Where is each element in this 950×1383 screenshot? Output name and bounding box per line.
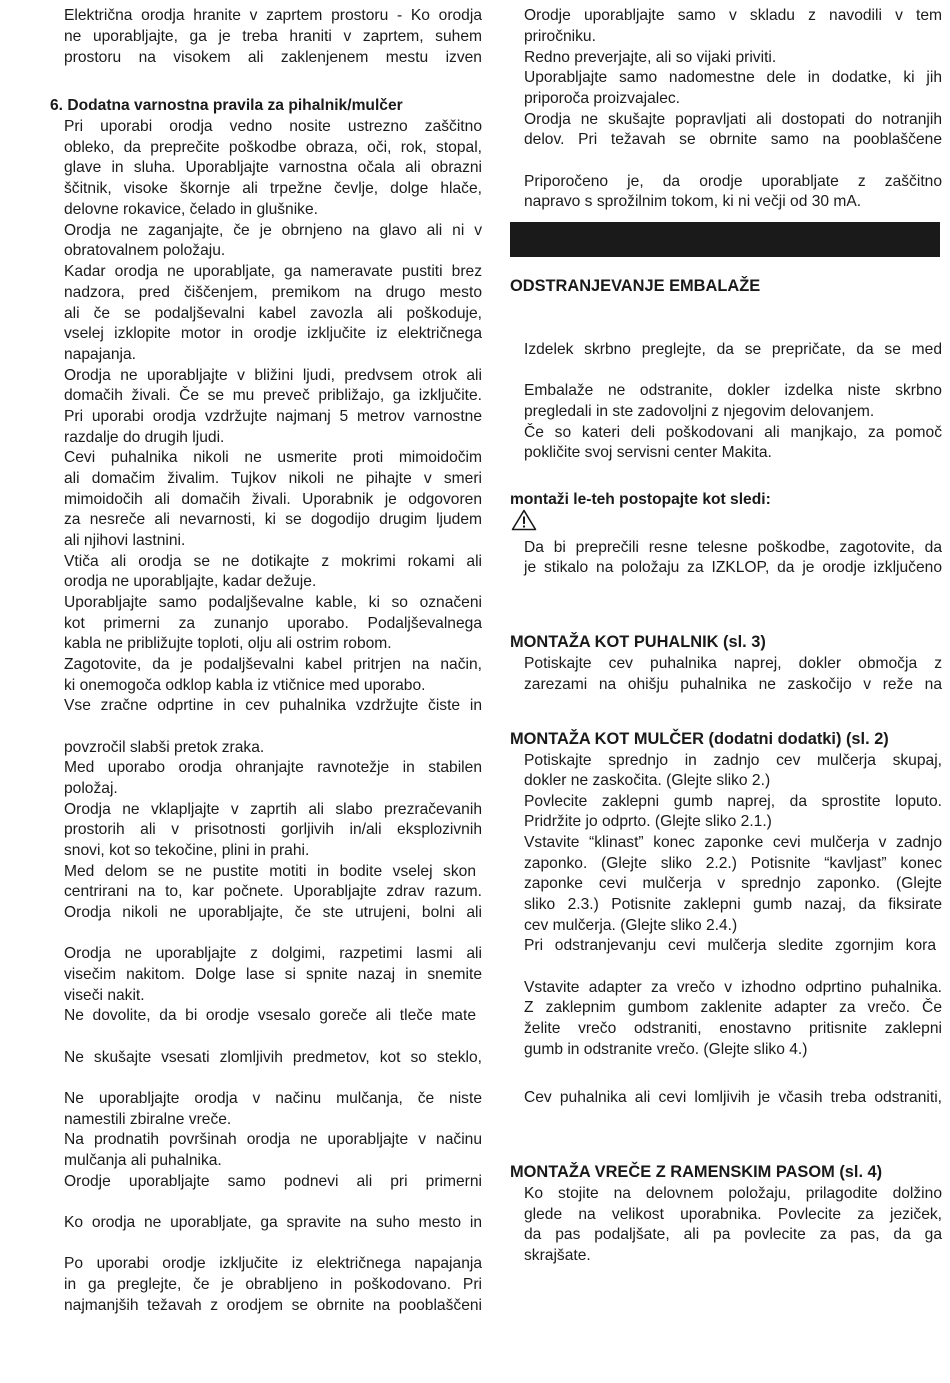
text-line: cev mulčerja. (Glejte sliko 2.4.) — [524, 917, 738, 934]
text-line: zaponke cevi mulčerja v sprednjo zaponko. (Glejte — [524, 875, 942, 892]
text-line: pokličite svoj servisni center Makita. — [524, 444, 772, 461]
text-line: Ne dovolite, da bi orodje vsesalo goreče ali tleče mate — [64, 1007, 476, 1024]
text-line: prostoru na visokem ali zaklenjenem mestu izven — [64, 49, 482, 66]
text-line: priročniku. — [524, 28, 596, 45]
text-line: Redno preverjajte, ali so vijaki priviti. — [524, 49, 777, 66]
text-line: Orodje uporabljajte samo podnevi ali pri primerni — [64, 1173, 482, 1190]
text-line: Cev puhalnika ali cevi lomljivih je včasih treba odstraniti, — [524, 1089, 942, 1106]
text-line: Z zaklepnim gumbom zaklenite adapter za vrečo. Če — [524, 999, 942, 1016]
text-line: Vstavite adapter za vrečo v izhodno odprtino puhalnika. — [524, 979, 942, 996]
text-line: Orodje uporabljajte samo v skladu z navodili v tem — [524, 7, 942, 24]
text-line: Orodja nikoli ne uporabljajte, če ste utrujeni, bolni ali — [64, 904, 482, 921]
text-line: Na prodnatih površinah orodja ne uporabljajte v načinu — [64, 1131, 482, 1148]
text-line: kot primerni za zunanjo uporabo. Podaljševalnega — [64, 615, 482, 632]
text-line: Pridržite jo odprto. (Glejte sliko 2.1.) — [524, 813, 772, 830]
text-line: prostorih ali v prisotnosti gorljivih in/ali eksplozivnih — [64, 821, 482, 838]
text-line: mulčanja ali puhalnika. — [64, 1152, 222, 1169]
text-line: delov. Pri težavah se obrnite samo na pooblaščene — [524, 131, 942, 148]
subheading: montaži le-teh postopajte kot sledi: — [510, 491, 771, 508]
text-line: Potiskajte sprednjo in zadnjo cev mulčerja skupaj, — [524, 752, 942, 769]
text-line: priporoča proizvajalec. — [524, 90, 681, 107]
text-line: obleko, da preprečite poškodbe obraza, oči, rok, stopal, — [64, 139, 482, 156]
text-line: Priporočeno je, da orodje uporabljate z zaščitno — [524, 173, 942, 190]
text-line: Če so kateri deli poškodovani ali manjkajo, za pomoč — [524, 424, 942, 441]
text-line: Ne skušajte vsesati zlomljivih predmetov, kot so steklo, — [64, 1049, 482, 1066]
section-heading: MONTAŽA KOT PUHALNIK (sl. 3) — [510, 633, 766, 651]
text-line: viseči nakit. — [64, 987, 145, 1004]
text-line: glave in sluha. Uporabljajte varnostna očala ali obrazni — [64, 159, 482, 176]
text-line: Orodja ne uporabljajte z dolgimi, razpetimi lasmi ali — [64, 945, 482, 962]
text-line: Potiskajte cev puhalnika naprej, dokler območja z — [524, 655, 942, 672]
text-line: Ko orodja ne uporabljate, ga spravite na suho mesto in — [64, 1214, 482, 1231]
text-line: napajanja. — [64, 346, 136, 363]
text-line: domačih živali. Če se mu preveč približajo, ga izključite. — [64, 387, 482, 404]
text-line: Embalaže ne odstranite, dokler izdelka niste skrbno — [524, 382, 942, 399]
text-line: Med uporabo orodja ohranjajte ravnotežje in stabilen — [64, 759, 482, 776]
text-line: položaj. — [64, 780, 118, 797]
text-line: obratovalnem položaju. — [64, 242, 226, 259]
section-heading: MONTAŽA KOT MULČER (dodatni dodatki) (sl. 2) — [510, 730, 889, 748]
text-line: je stikalo na položaju za IZKLOP, da je orodje izključeno — [524, 559, 942, 576]
text-line: mimoidočih ali domačih živali. Uporabnik je odgovoren — [64, 491, 482, 508]
text-line: centrirani na to, kar počnete. Uporabljajte zdrav razum. — [64, 883, 482, 900]
text-line: najmanjših težavah z orodjem se obrnite na pooblaščeni — [64, 1297, 482, 1314]
text-line: razdalje do drugih ljudi. — [64, 429, 225, 446]
text-line: skrajšate. — [524, 1247, 591, 1264]
text-line: napravo s sprožilnim tokom, ki ni večji od 30 mA. — [524, 193, 862, 210]
text-line: da pas podaljšate, ali pa povlecite za pas, da ga — [524, 1226, 942, 1243]
text-line: Uporabljajte samo nadomestne dele in dodatke, ki jih — [524, 69, 942, 86]
text-line: Vstavite “klinast” konec zaponke cevi mulčerja v zadnjo — [524, 834, 942, 851]
text-line: orodja ne uporabljajte, kadar dežuje. — [64, 573, 317, 590]
text-line: povzročil slabši pretok zraka. — [64, 739, 265, 756]
section-header-bar — [510, 222, 940, 257]
section-heading: MONTAŽA VREČE Z RAMENSKIM PASOM (sl. 4) — [510, 1163, 883, 1181]
text-line: pregledali in ste zadovoljni z njegovim delovanjem. — [524, 403, 875, 420]
text-line: Pri odstranjevanju cevi mulčerja sledite zgornjim kora — [524, 937, 936, 954]
text-line: Kadar orodja ne uporabljate, ga nameravate pustiti brez — [64, 263, 482, 280]
text-line: in ga preglejte, če je obrabljeno in poškodovano. Pri — [64, 1276, 482, 1293]
text-line: visečim nakitom. Dolge lase si spnite nazaj in snemite — [64, 966, 482, 983]
text-line: Pri uporabi orodja vzdržujte najmanj 5 metrov varnostne — [64, 408, 482, 425]
text-line: Ko stojite na delovnem položaju, prilagodite dolžino — [524, 1185, 942, 1202]
text-line: vselej izklopite motor in orodje izključite iz električnega — [64, 325, 482, 342]
text-line: sliko 2.3.) Potisnite zaklepni gumb nazaj, da fiksirate — [524, 896, 942, 913]
text-line: Zagotovite, da je podaljševalni kabel pritrjen na način, — [64, 656, 482, 673]
text-line: kabla ne približujte toploti, olju ali ostrim robom. — [64, 635, 392, 652]
text-line: glede na velikost uporabnika. Povlecite za jeziček, — [524, 1206, 942, 1223]
text-line: ki onemogoča odklop kabla iz vtičnice med uporabo. — [64, 677, 426, 694]
text-line: Cevi puhalnika nikoli ne usmerite proti mimoidočim — [64, 449, 482, 466]
text-line: nadzora, pred čiščenjem, premikom na drugo mesto — [64, 284, 482, 301]
text-line: Vse zračne odprtine in cev puhalnika vzdržujte čiste in — [64, 697, 482, 714]
text-line: delovne rokavice, čelado in glušnike. — [64, 201, 318, 218]
text-line: zaponko. (Glejte sliko 2.2.) Potisnite “kavljast” konec — [524, 855, 942, 872]
text-line: Ne uporabljajte orodja v načinu mulčanja, če niste — [64, 1090, 482, 1107]
text-line: Orodja ne skušajte popravljati ali dostopati do notranjih — [524, 111, 942, 128]
text-line: namestili zbiralne vreče. — [64, 1111, 232, 1128]
text-line: zarezami na ohišju puhalnika ne zaskočijo v reže na — [524, 676, 942, 693]
subheading: 6. Dodatna varnostna pravila za pihalnik/mulčer — [50, 97, 403, 114]
text-line: ali njihovi lastnini. — [64, 532, 186, 549]
warning-icon — [511, 509, 537, 531]
text-line: ščitnik, visoke škornje ali trpežne čevlje, dolge hlače, — [64, 180, 482, 197]
text-line: želite vrečo odstraniti, enostavno pritisnite zaklepni — [524, 1020, 942, 1037]
text-line: za nesreče ali nevarnosti, ki se dogodijo drugim ljudem — [64, 511, 482, 528]
text-line: Orodja ne vklapljajte v zaprtih ali slabo prezračevanih — [64, 801, 482, 818]
text-line: Električna orodja hranite v zaprtem prostoru - Ko orodja — [64, 7, 482, 24]
text-line: snovi, kot so tekočine, plini in prahi. — [64, 842, 310, 859]
text-line: ali če se podaljševalni kabel zavozla ali poškoduje, — [64, 305, 482, 322]
text-line: Po uporabi orodje izključite iz električnega napajanja — [64, 1255, 482, 1272]
text-line: gumb in odstranite vrečo. (Glejte sliko 4.) — [524, 1041, 808, 1058]
text-line: Da bi preprečili resne telesne poškodbe, zagotovite, da — [524, 539, 942, 556]
text-line: ne uporabljajte, ga je treba hraniti v zaprtem, suhem — [64, 28, 482, 45]
text-line: Izdelek skrbno preglejte, da se prepričate, da se med — [524, 341, 942, 358]
text-line: Pri uporabi orodja vedno nosite ustrezno zaščitno — [64, 118, 482, 135]
text-line: ali domačim živalim. Tujkov nikoli ne pihajte v smeri — [64, 470, 482, 487]
text-line: Uporabljajte samo podaljševalne kable, ki so označeni — [64, 594, 482, 611]
section-heading: ODSTRANJEVANJE EMBALAŽE — [510, 277, 761, 295]
text-line: Orodja ne zaganjajte, če je obrnjeno na glavo ali ni v — [64, 222, 482, 239]
text-line: Orodja ne uporabljajte v bližini ljudi, predvsem otrok ali — [64, 367, 482, 384]
text-line: Med delom se ne pustite motiti in bodite vselej skon — [64, 863, 476, 880]
text-line: dokler ne zaskočita. (Glejte sliko 2.) — [524, 772, 771, 789]
text-line: Povlecite zaklepni gumb naprej, da sprostite loputo. — [524, 793, 942, 810]
text-line: Vtiča ali orodja se ne dotikajte z mokrimi rokami ali — [64, 553, 482, 570]
